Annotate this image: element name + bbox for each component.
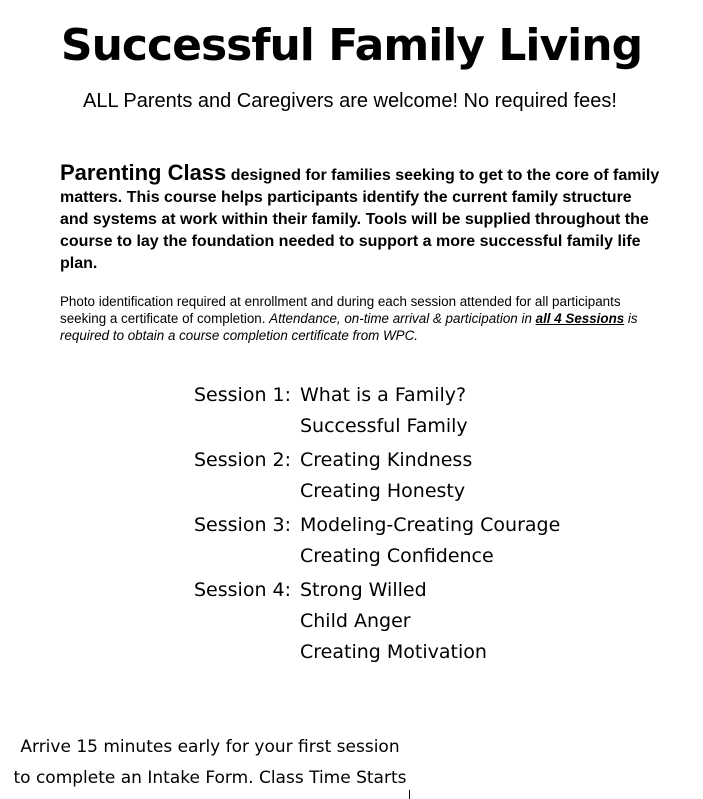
session-3 [194, 510, 560, 572]
session-topics [300, 380, 468, 442]
session-topics [300, 510, 560, 572]
session-topic: Strong Willed [300, 579, 427, 601]
note-emphasis: all 4 Sessions [535, 311, 625, 326]
note-italic-after: is required to obtain a course completion certificate from WPC. [60, 311, 638, 343]
intro-paragraph [60, 162, 660, 275]
intro-lead: Parenting Class [60, 160, 227, 185]
session-topic: What is a Family? [300, 384, 467, 406]
session-list [194, 380, 560, 671]
session-topic: Creating Kindness [300, 449, 473, 471]
intro-body: designed for families seeking to get to the core of family matters. This course helps participants identify the current family structure and systems at work within their family. Tools will be supplied throughout the course to lay the foundation needed to support a more successful family life plan. [60, 167, 660, 272]
session-topics [300, 445, 472, 507]
session-topic: Creating Motivation [300, 641, 487, 663]
arrival-note [0, 732, 420, 794]
session-topic: Child Anger [300, 610, 411, 632]
note-plain: Photo identification required at enrollment and during each session attended for all participants seeking a certificate of completion. [60, 294, 621, 326]
session-label: Session 2: [194, 449, 292, 471]
text-cursor-mark [409, 790, 410, 799]
session-label: Session 4: [194, 579, 292, 601]
welcome-text: ALL Parents and Caregivers are welcome! No required fees! [83, 90, 617, 112]
session-topic: Modeling-Creating Courage [300, 514, 561, 536]
session-topic: Creating Honesty [300, 480, 466, 502]
requirements-note [60, 293, 660, 344]
session-topic: Creating Confidence [300, 545, 494, 567]
page-title: Successful Family Living [60, 20, 643, 71]
session-label: Session 1: [194, 384, 292, 406]
arrival-line-1: Arrive 15 minutes early for your first session [20, 737, 400, 757]
session-topics [300, 575, 487, 668]
session-4 [194, 575, 560, 668]
session-label: Session 3: [194, 514, 292, 536]
session-2 [194, 445, 560, 507]
session-1 [194, 380, 560, 442]
note-italic-before: Attendance, on-time arrival & participation in [269, 311, 536, 326]
session-topic: Successful Family [300, 415, 468, 437]
arrival-line-2: to complete an Intake Form. Class Time Starts [13, 768, 407, 788]
